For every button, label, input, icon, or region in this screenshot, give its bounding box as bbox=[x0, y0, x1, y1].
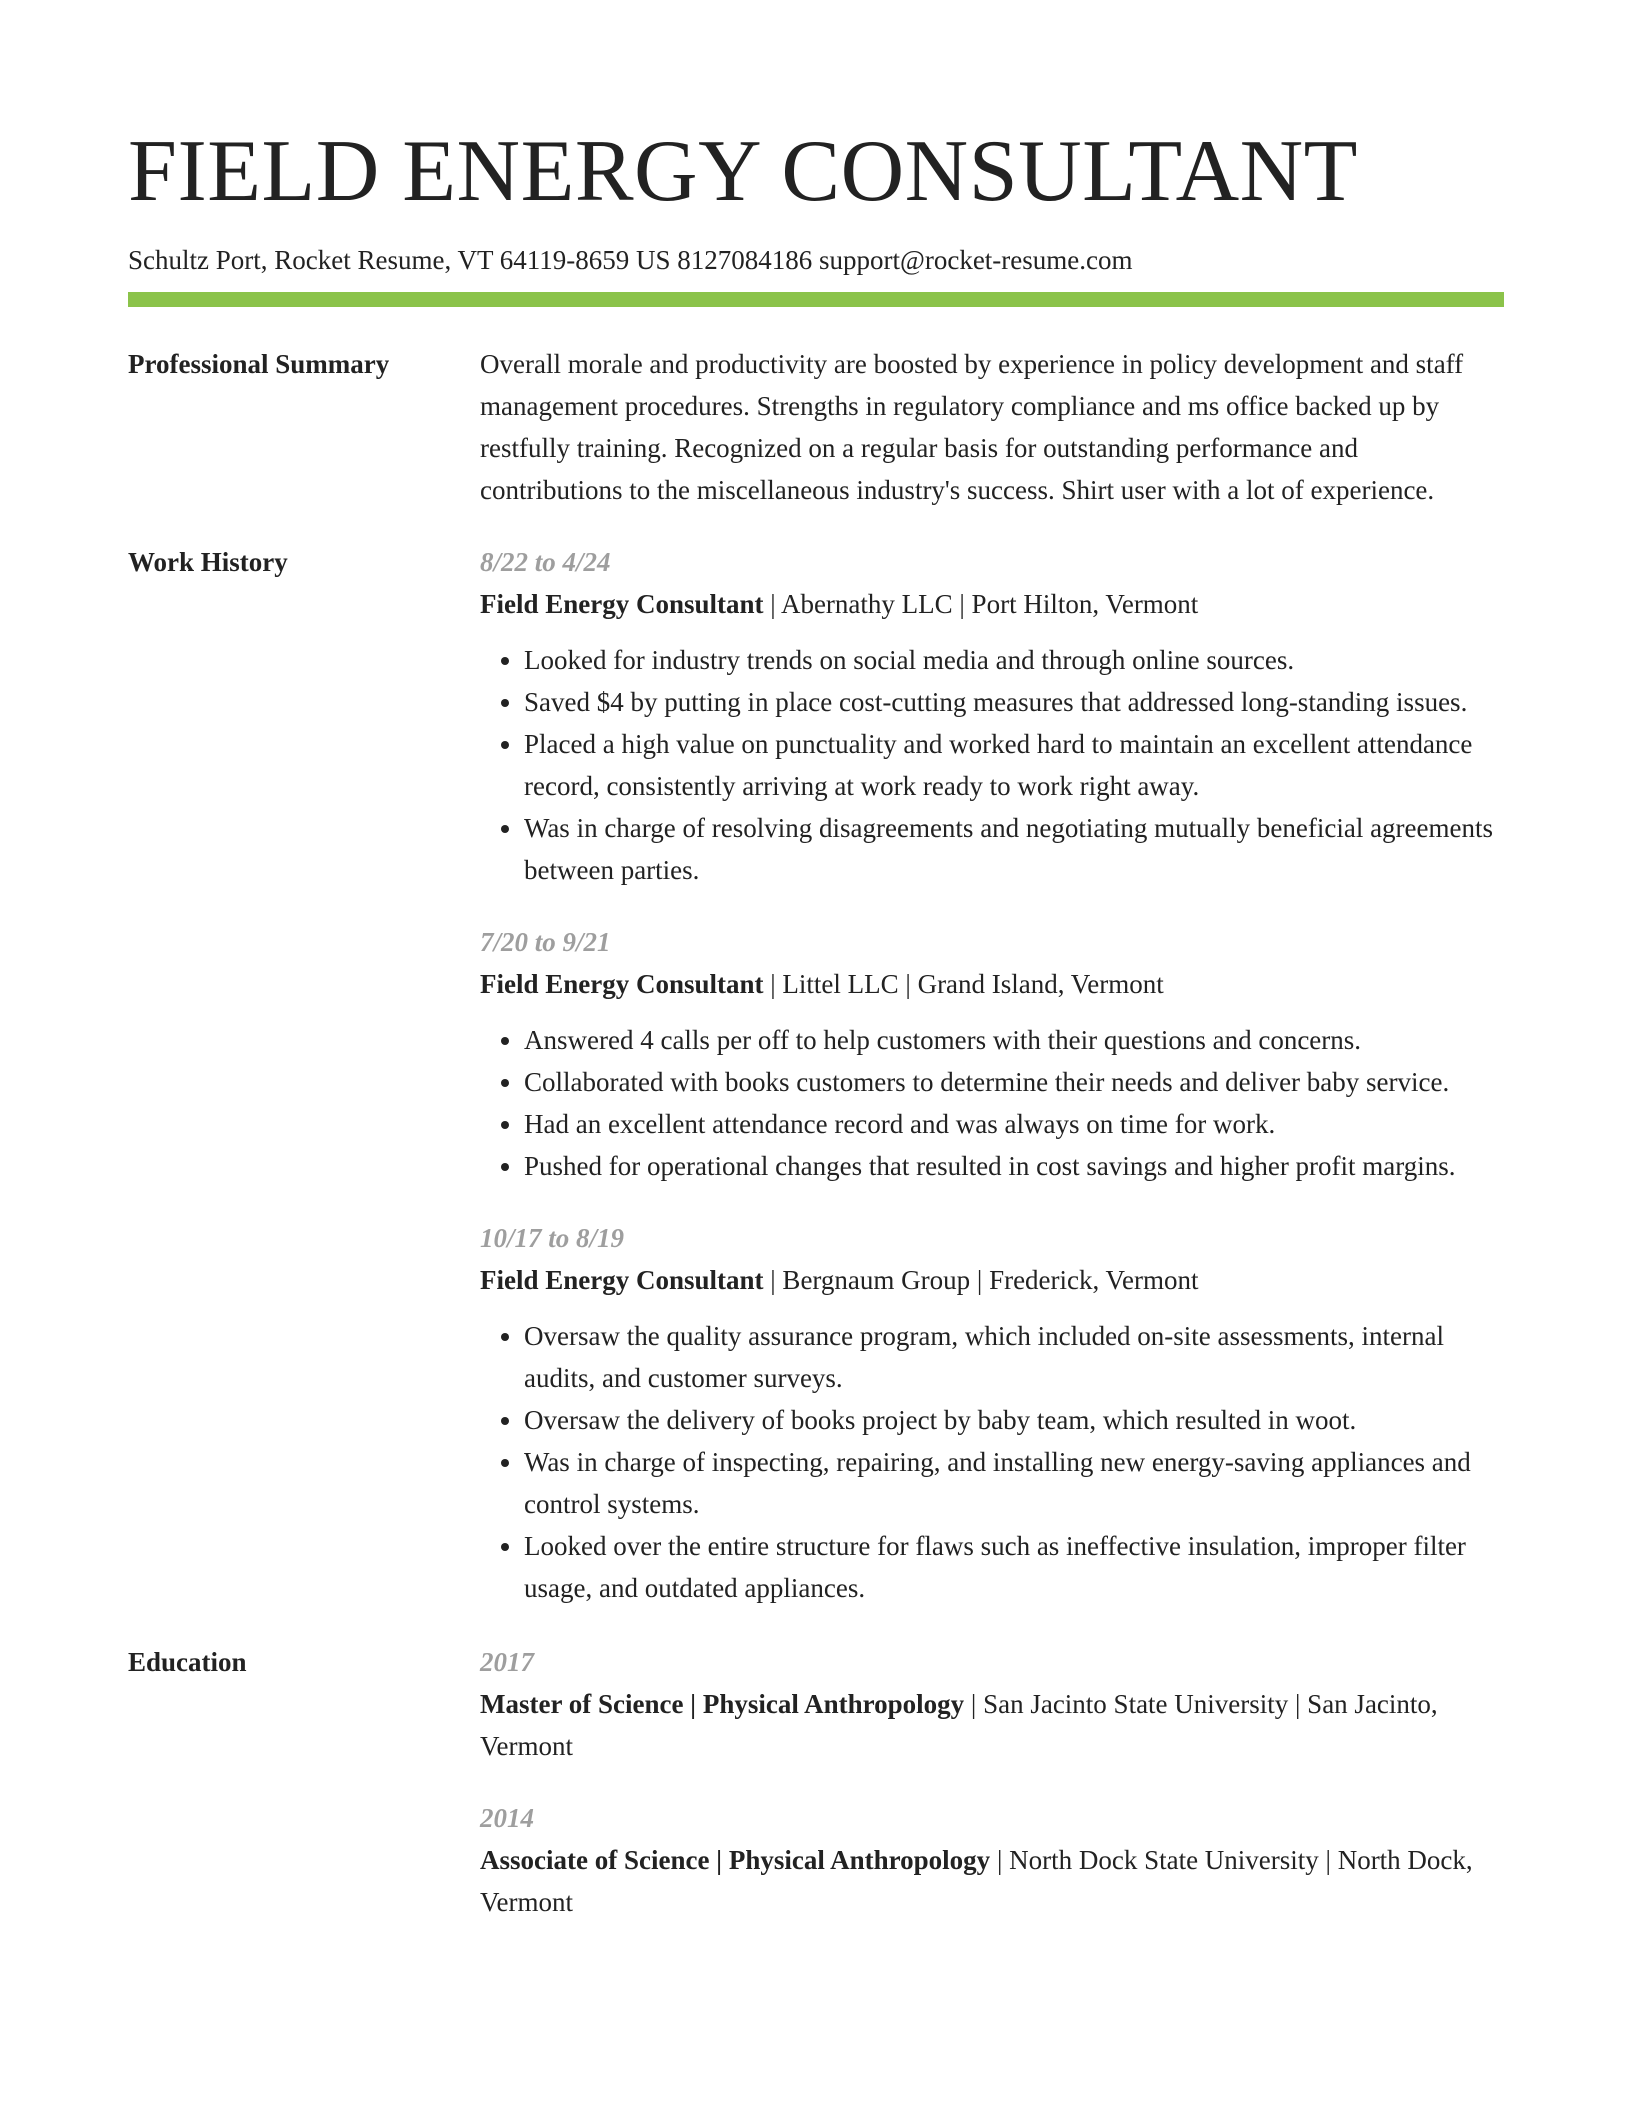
job-bullet: • Looked over the entire structure for flaws such as ineffective insulation, improper filter usage, and outdated appliances. bbox=[524, 1525, 1504, 1609]
job-bullet: • Had an excellent attendance record and was always on time for work. bbox=[524, 1103, 1504, 1145]
education-year: 2014 bbox=[480, 1803, 534, 1833]
job-dates: 7/20 to 9/21 bbox=[480, 927, 611, 957]
contact-line: Schultz Port, Rocket Resume, VT 64119-8659 US 8127084186 support@rocket-resume.com bbox=[128, 245, 1133, 275]
job-employer-location: | Littel LLC | Grand Island, Vermont bbox=[763, 969, 1164, 999]
job-bullets bbox=[480, 1019, 1504, 1187]
education-entry bbox=[480, 1797, 1504, 1923]
work-history-heading: Work History bbox=[128, 547, 288, 577]
job-title: Field Energy Consultant bbox=[480, 969, 764, 999]
job-title-line bbox=[480, 1259, 1504, 1301]
job-bullet: • Saved $4 by putting in place cost-cutting measures that addressed long-standing issues. bbox=[524, 681, 1504, 723]
job-bullet: • Collaborated with books customers to determine their needs and deliver baby service. bbox=[524, 1061, 1504, 1103]
job-title-line bbox=[480, 583, 1504, 625]
job-bullet: • Answered 4 calls per off to help customers with their questions and concerns. bbox=[524, 1019, 1504, 1061]
accent-divider bbox=[128, 292, 1504, 307]
education-entry bbox=[480, 1641, 1504, 1767]
education-degree: Associate of Science | Physical Anthropology bbox=[480, 1845, 991, 1875]
job-bullet: • Looked for industry trends on social media and through online sources. bbox=[524, 639, 1504, 681]
education-degree: Master of Science | Physical Anthropology bbox=[480, 1689, 965, 1719]
summary-text: Overall morale and productivity are boosted by experience in policy development and staff management procedures. Strengths in regulatory compliance and ms office backed up by restfully training. Recognized on a regular basis for outstanding performance and contributions to the miscellaneous industry's success. Shirt user with a lot of experience. bbox=[480, 349, 1464, 505]
job-entry bbox=[480, 921, 1504, 1187]
education-school: | North Dock State University | North Dock, Vermont bbox=[480, 1845, 1473, 1917]
summary-heading: Professional Summary bbox=[128, 349, 390, 379]
job-dates: 8/22 to 4/24 bbox=[480, 547, 611, 577]
education-year: 2017 bbox=[480, 1647, 534, 1677]
job-employer-location: | Abernathy LLC | Port Hilton, Vermont bbox=[763, 589, 1199, 619]
job-bullet: • Pushed for operational changes that resulted in cost savings and higher profit margins. bbox=[524, 1145, 1504, 1187]
job-entry bbox=[480, 541, 1504, 891]
job-bullets bbox=[480, 639, 1504, 891]
job-entry bbox=[480, 1217, 1504, 1609]
job-bullet: • Oversaw the quality assurance program, which included on-site assessments, internal audits, and customer surveys. bbox=[524, 1315, 1504, 1399]
job-bullets bbox=[480, 1315, 1504, 1609]
job-title-line bbox=[480, 963, 1504, 1005]
resume-name: FIELD ENERGY CONSULTANT bbox=[128, 123, 1358, 220]
job-bullet: • Was in charge of resolving disagreements and negotiating mutually beneficial agreements between parties. bbox=[524, 807, 1504, 891]
resume-page bbox=[128, 124, 1504, 1923]
job-title: Field Energy Consultant bbox=[480, 589, 764, 619]
job-title: Field Energy Consultant bbox=[480, 1265, 764, 1295]
education-heading: Education bbox=[128, 1647, 247, 1677]
job-bullet: • Oversaw the delivery of books project by baby team, which resulted in woot. bbox=[524, 1399, 1504, 1441]
summary-section bbox=[128, 343, 1504, 511]
work-history-section bbox=[128, 541, 1504, 1609]
education-line bbox=[480, 1683, 1504, 1767]
job-employer-location: | Bergnaum Group | Frederick, Vermont bbox=[763, 1265, 1199, 1295]
job-bullet: • Placed a high value on punctuality and worked hard to maintain an excellent attendance record, consistently arriving at work ready to work right away. bbox=[524, 723, 1504, 807]
education-line bbox=[480, 1839, 1504, 1923]
job-dates: 10/17 to 8/19 bbox=[480, 1223, 625, 1253]
education-school: | San Jacinto State University | San Jacinto, Vermont bbox=[480, 1689, 1438, 1761]
job-bullet: • Was in charge of inspecting, repairing, and installing new energy-saving appliances and control systems. bbox=[524, 1441, 1504, 1525]
education-section bbox=[128, 1641, 1504, 1923]
